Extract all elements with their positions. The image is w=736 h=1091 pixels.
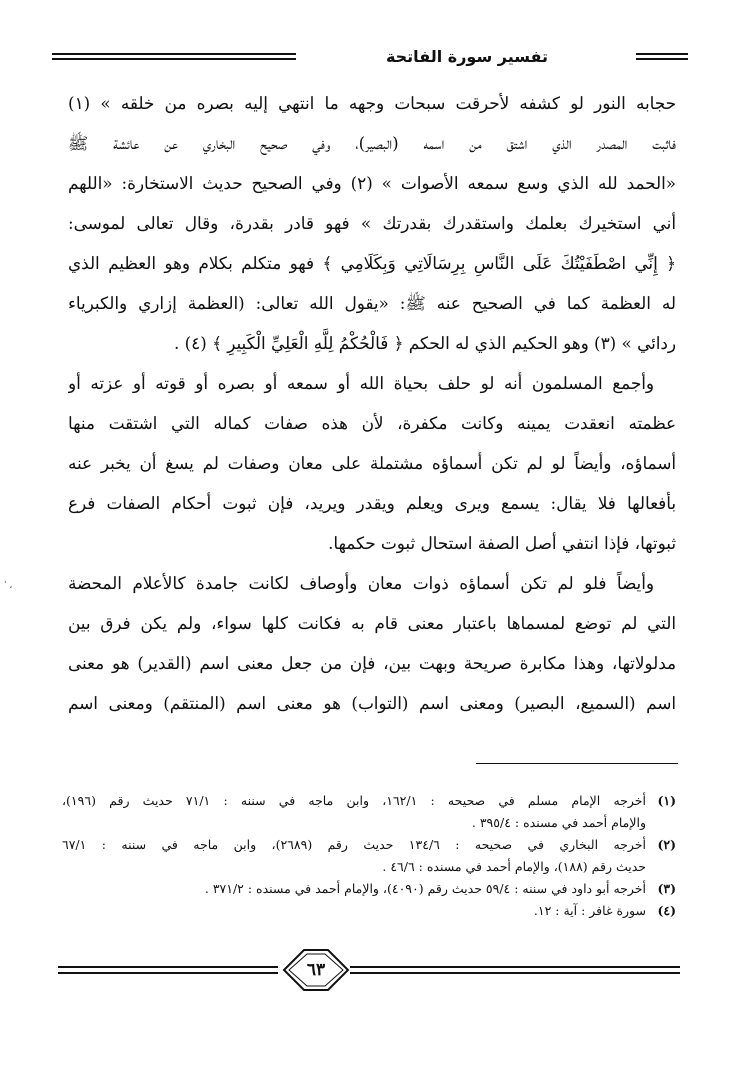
footnote-line: أخرجه البخاري في صحيحه : ١٣٤/٦ حديث رقم (٢٦٨٩)، وابن ماجه في سننه : ٦٧/١ — [62, 837, 646, 852]
footnote-number: (٣) — [657, 881, 676, 896]
text-line: ثبوتها، فإذا انتفي أصل الصفة استحال ثبوت حكمها. — [328, 533, 676, 553]
text-line: عظمته انعقدت يمينه وكانت مكفرة، لأن هذه صفات كماله التي اشتقت منها — [68, 413, 676, 433]
footnote-number: (٢) — [657, 837, 676, 852]
text-line: فاثبت المصدر الذي اشتق من اسمه (البصير)، وفي صحيح البخاري عن عائشة ﷺ — [68, 133, 676, 153]
footnote — [62, 900, 676, 922]
footnote-line: سورة غافر : آية : ١٢. — [533, 903, 646, 918]
footnote-divider — [476, 763, 678, 764]
text-line: أني استخيرك بعلمك واستقدرك بقدرتك » فهو قادر بقدرة، وقال تعالى لموسى: — [68, 213, 676, 233]
text-line: «الحمد لله الذي وسع سمعه الأصوات » (٢) وفي الصحيح حديث الاستخارة: «اللهم — [68, 173, 676, 193]
text-line: ﴿ إِنِّي اصْطَفَيْتُكَ عَلَى النَّاسِ بِرِسَالَاتِي وَبِكَلَامِي ﴾ فهو متكلم بكلام وهو العظيم الذي — [68, 253, 676, 273]
text-line: حجابه النور لو كشفه لأحرقت سبحات وجهه ما انتهي إليه بصره من خلقه » (١) — [68, 93, 676, 113]
footnote-line: حديث رقم (١٨٨)، والإمام أحمد في مسنده : ٤٦/٦ . — [382, 859, 646, 874]
header-title: تفسير سورة الفاتحة — [385, 47, 549, 66]
footnote-text — [62, 790, 646, 834]
text-line: مدلولاتها، وهذا مكابرة صريحة وبهت بين، فإن من جعل معنى اسم (القدير) هو معنى — [68, 653, 676, 673]
footnote-text — [62, 900, 646, 922]
footnote-number: (٤) — [657, 903, 676, 918]
text-line: له العظمة كما في الصحيح عنه ﷺ: «يقول الله تعالى: (العظمة إزاري والكبرياء — [68, 293, 676, 313]
page-footer — [58, 944, 680, 1000]
header-rule-right — [636, 53, 688, 60]
footnote — [62, 834, 676, 878]
footnote-line: والإمام أحمد في مسنده : ٣٩٥/٤ . — [471, 815, 646, 830]
text-line: التي لم توضع لمسماها باعتبار معنى قام به فكانت كلها سواء، ولم يكن فرق بين — [68, 613, 676, 633]
footnotes — [62, 790, 676, 922]
text-line: بأفعالها فلا يقال: يسمع ويرى ويعلم ويقدر ويريد، فإن ثبوت أحكام الصفات فرع — [68, 493, 676, 513]
text-line: ردائي » (٣) وهو الحكيم الذي له الحكم ﴿ فَالْحُكْمُ لِلَّهِ الْعَلِيِّ الْكَبِيرِ ﴾ (٤) . — [173, 333, 676, 353]
footnote — [62, 790, 676, 834]
main-text — [68, 83, 676, 753]
footnote-line: أخرجه الإمام مسلم في صحيحه : ١٦٢/١، وابن ماجه في سننه : ٧١/١ حديث رقم (١٩٦)، — [62, 793, 646, 808]
footer-rule-right — [350, 966, 680, 974]
footnote-text — [62, 834, 646, 878]
page-number: ٦٣ — [306, 960, 326, 980]
margin-mark: ˈ ، — [4, 581, 13, 591]
text-line: وأيضاً فلو لم تكن أسماؤه ذوات معان وأوصاف لكانت جامدة كالأعلام المحضة — [68, 573, 654, 593]
text-line: اسم (السميع، البصير) ومعنى اسم (التواب) هو معنى اسم (المنتقم) ومعنى اسم — [68, 693, 676, 713]
footer-rule-left — [58, 966, 278, 974]
text-line: وأجمع المسلمون أنه لو حلف بحياة الله أو سمعه أو بصره أو قوته أو عزته أو — [68, 373, 654, 393]
footnote-text — [62, 878, 646, 900]
footnote-line: أخرجه أبو داود في سننه : ٥٩/٤ حديث رقم (٤٠٩٠)، والإمام أحمد في مسنده : ٣٧١/٢ . — [204, 881, 646, 896]
footnote — [62, 878, 676, 900]
text-line: أسماؤه، وأيضاً لو لم تكن أسماؤه مشتملة على معان وصفات لم يسغ أن يخبر عنه — [68, 453, 676, 473]
running-header — [52, 40, 688, 72]
footnote-number: (١) — [657, 793, 676, 808]
header-rule-left — [52, 53, 296, 60]
